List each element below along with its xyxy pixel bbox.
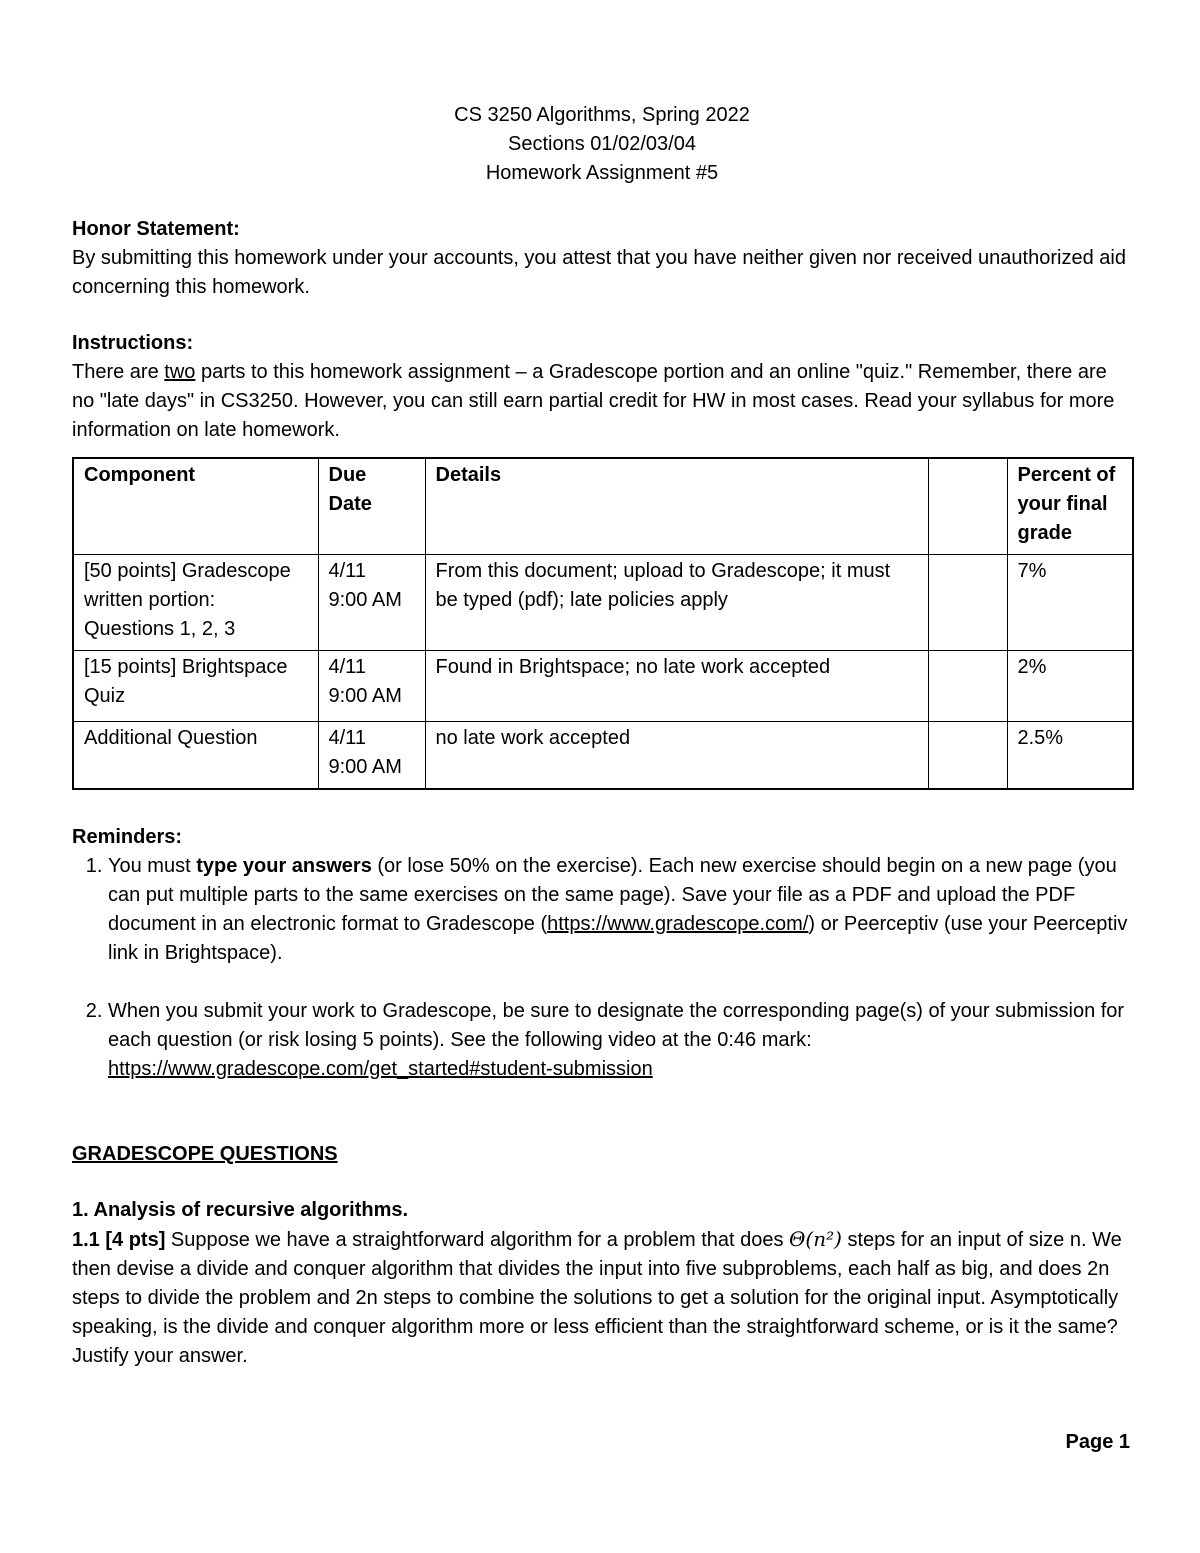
cell-percent: 2% bbox=[1007, 651, 1133, 722]
list-item bbox=[108, 852, 1132, 968]
table-row bbox=[73, 722, 1133, 790]
page-number: Page 1 bbox=[1065, 1431, 1130, 1453]
video-link[interactable]: https://www.gradescope.com/get_started#student-submission bbox=[108, 1058, 653, 1080]
honor-section bbox=[72, 215, 1132, 302]
cell-blank bbox=[928, 722, 1007, 790]
cell-percent: 7% bbox=[1007, 555, 1133, 651]
header-details: Details bbox=[425, 458, 928, 555]
reminder-emphasis: type your answers bbox=[196, 855, 372, 877]
header-component: Component bbox=[73, 458, 318, 555]
instructions-text-part: There are bbox=[72, 361, 165, 383]
reminder-text: (or lose 50% on the exercise). Each new exercise should begin on a new page (you can put multiple parts to the same exercises on the same page). Save your file as a PDF and upload the PDF document in an electronic format to Gradescope ( bbox=[108, 855, 1117, 935]
gradescope-heading: GRADESCOPE QUESTIONS bbox=[72, 1143, 338, 1165]
reminders-title: Reminders: bbox=[72, 826, 183, 848]
reminder-text: ) or Peerceptiv (use your Peerceptiv link in Brightspace). bbox=[108, 913, 1128, 964]
due-time: 9:00 AM bbox=[328, 589, 402, 611]
list-item bbox=[108, 997, 1132, 1084]
question-1-1 bbox=[72, 1225, 1132, 1371]
due-time: 9:00 AM bbox=[328, 756, 402, 778]
header-due-date: Due Date bbox=[318, 458, 425, 555]
question-text: Suppose we have a straightforward algorithm for a problem that does bbox=[165, 1229, 790, 1251]
reminders-list bbox=[72, 852, 1132, 1084]
cell-blank bbox=[928, 651, 1007, 722]
document-header bbox=[72, 101, 1132, 188]
due-date: 4/11 bbox=[328, 727, 366, 749]
instructions-title: Instructions: bbox=[72, 332, 194, 354]
instructions-emphasis: two bbox=[164, 361, 196, 383]
header-percent: Percent of your final grade bbox=[1007, 458, 1133, 555]
cell-due bbox=[318, 651, 425, 722]
table-row bbox=[73, 651, 1133, 722]
cell-component: [50 points] Gradescope written portion: Questions 1, 2, 3 bbox=[73, 555, 318, 651]
reminders-section bbox=[72, 823, 1132, 1084]
page-content bbox=[72, 101, 1132, 1371]
cell-details: no late work accepted bbox=[425, 722, 928, 790]
instructions-text-part: parts to this homework assignment – a Gradescope portion and an online "quiz." Remember, there are no "late days" in CS3250. However, you can still earn partial credit for HW in most cases. Read your syllabus for more information on late homework. bbox=[72, 361, 1115, 441]
table-row bbox=[73, 555, 1133, 651]
gradescope-section bbox=[72, 1140, 1132, 1371]
assignment-title: Homework Assignment #5 bbox=[485, 162, 719, 184]
due-date: 4/11 bbox=[328, 560, 366, 582]
due-time: 9:00 AM bbox=[328, 685, 402, 707]
cell-due bbox=[318, 722, 425, 790]
cell-details: From this document; upload to Gradescope; it must be typed (pdf); late policies apply bbox=[425, 555, 928, 651]
cell-percent: 2.5% bbox=[1007, 722, 1133, 790]
question-1-title: 1. Analysis of recursive algorithms. bbox=[72, 1199, 409, 1221]
math-expression: Θ(n²) bbox=[789, 1227, 842, 1251]
honor-title: Honor Statement: bbox=[72, 218, 240, 240]
course-title: CS 3250 Algorithms, Spring 2022 bbox=[454, 104, 750, 126]
honor-text: By submitting this homework under your accounts, you attest that you have neither given nor received unauthorized aid concerning this homework. bbox=[72, 247, 1126, 298]
reminder-text: When you submit your work to Gradescope, be sure to designate the corresponding page(s) of your submission for each question (or risk losing 5 points). See the following video at the 0:46 mark: bbox=[108, 1000, 1125, 1051]
cell-component: [15 points] Brightspace Quiz bbox=[73, 651, 318, 722]
instructions-text bbox=[72, 358, 1132, 445]
reminder-text: You must bbox=[108, 855, 197, 877]
instructions-section bbox=[72, 329, 1132, 445]
sections-line: Sections 01/02/03/04 bbox=[508, 133, 696, 155]
cell-due bbox=[318, 555, 425, 651]
cell-blank bbox=[928, 555, 1007, 651]
question-text: steps for an input of size n. We then devise a divide and conquer algorithm that divides the input into five subproblems, each half as big, and does 2n steps to divide the problem and 2n steps to combine the solutions to get a solution for the original input. Asymptotically speaking, is the divide and conquer algorithm more or less efficient than the straightforward scheme, or is it the same? Justify your answer. bbox=[72, 1229, 1122, 1367]
components-table bbox=[72, 457, 1134, 790]
header-blank bbox=[928, 458, 1007, 555]
table-header-row bbox=[73, 458, 1133, 555]
gradescope-link[interactable]: https://www.gradescope.com/ bbox=[547, 913, 809, 935]
question-label: 1.1 [4 pts] bbox=[72, 1229, 166, 1251]
cell-component: Additional Question bbox=[73, 722, 318, 790]
due-date: 4/11 bbox=[328, 656, 366, 678]
cell-details: Found in Brightspace; no late work accepted bbox=[425, 651, 928, 722]
